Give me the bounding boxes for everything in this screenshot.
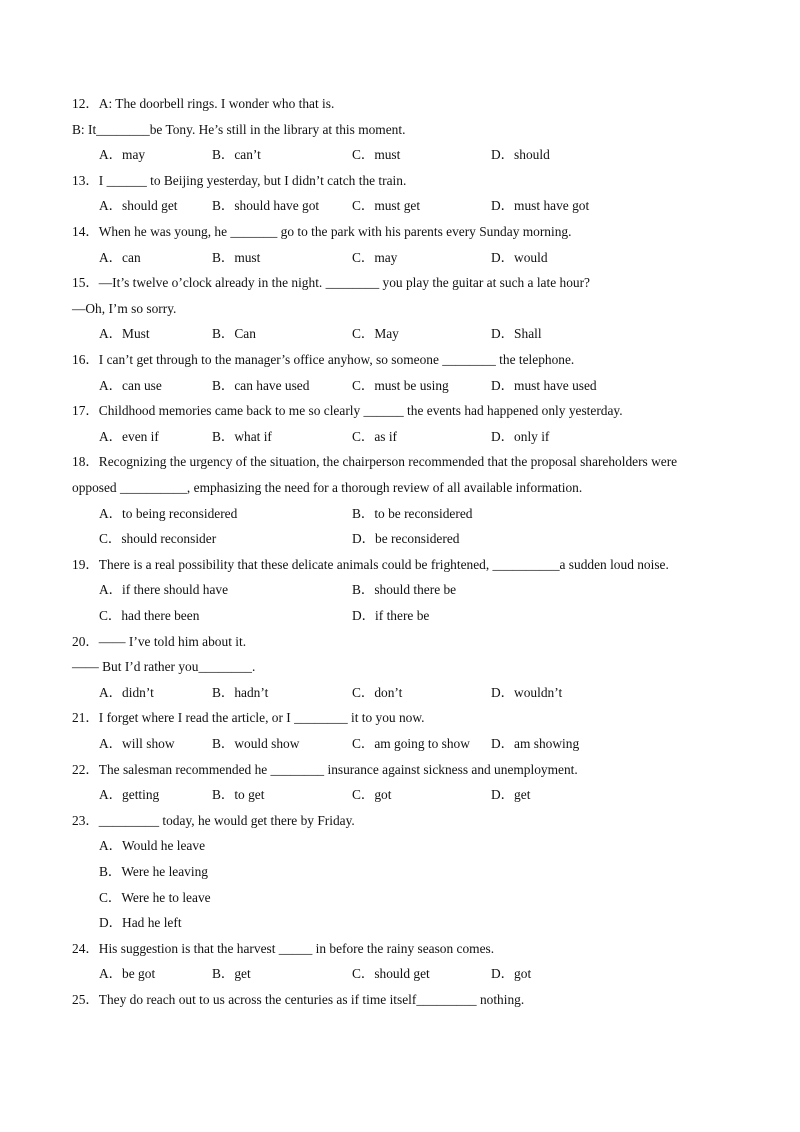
q12-option: D．should: [491, 147, 550, 163]
q15-stem-text: 15．—It’s twelve o’clock already in the night. ________ you play the guitar at such a late hour?: [72, 275, 591, 291]
q20-stem-text: 20．—— I’ve told him about it.: [72, 633, 247, 649]
q16-option: D．must have used: [491, 377, 597, 393]
q17-stem-text: 17．Childhood memories came back to me so clearly ______ the events had happened only yesterday.: [72, 403, 623, 419]
q18-option: C．should reconsider: [99, 531, 217, 547]
q17-option: B．what if: [212, 428, 272, 444]
q24-option: A．be got: [99, 966, 156, 982]
q17-stem-line: [72, 400, 760, 422]
q22-option: C．got: [352, 787, 392, 803]
q23-option: B．Were he leaving: [99, 864, 208, 879]
q16-options-row: [99, 375, 760, 397]
q18-stem-text: 18．Recognizing the urgency of the situation, the chairperson recommended that the proposal shareholders were: [72, 454, 678, 470]
q12-option: A．may: [99, 147, 146, 163]
q15-stem-text: —Oh, I’m so sorry.: [72, 300, 177, 316]
q23-options-row: [99, 835, 760, 857]
q21-option: A．will show: [99, 736, 175, 751]
q20-options-row: [99, 682, 760, 704]
q20-option: A．didn’t: [99, 684, 154, 700]
q18-option: D．be reconsidered: [352, 531, 460, 547]
q24-option: C．should get: [352, 966, 430, 982]
q14-stem-line: [72, 221, 760, 243]
q15-stem-line: [72, 272, 760, 294]
q21-stem-text: 21．I forget where I read the article, or I ________ it to you now.: [72, 710, 425, 726]
q22-stem-line: [72, 759, 760, 781]
q14-options-row: [99, 247, 760, 269]
q12-options-row: [99, 144, 760, 166]
q22-stem-text: 22．The salesman recommended he ________ insurance against sickness and unemployment.: [72, 761, 578, 777]
q13-option: C．must get: [352, 198, 421, 214]
q25-stem-line: [72, 989, 760, 1011]
q19-option: A．if there should have: [99, 582, 229, 598]
q24-stem-text: 24．His suggestion is that the harvest _____ in before the rainy season comes.: [72, 940, 495, 956]
q13-stem-text: 13．I ______ to Beijing yesterday, but I didn’t catch the train.: [72, 172, 407, 188]
q19-options-row: [99, 605, 760, 627]
q23-stem-line: [72, 810, 760, 832]
q13-options-row: [99, 195, 760, 217]
q18-options-row: [99, 503, 760, 525]
q19-stem-line: [72, 554, 760, 576]
q18-option: A．to being reconsidered: [99, 505, 238, 521]
q20-stem-line: [72, 656, 760, 678]
q16-option: A．can use: [99, 377, 162, 393]
q25-stem-text: 25．They do reach out to us across the centuries as if time itself_________ nothing.: [72, 992, 525, 1007]
q23-options-row: [99, 887, 760, 909]
q16-option: B．can have used: [212, 377, 310, 393]
q16-stem-line: [72, 349, 760, 371]
q14-option: B．must: [212, 249, 261, 265]
q21-stem-line: [72, 707, 760, 729]
q21-option: D．am showing: [491, 736, 580, 751]
q15-option: B．Can: [212, 326, 256, 342]
q19-stem-text: 19．There is a real possibility that these delicate animals could be frightened, __________a sudden loud noise.: [72, 556, 669, 572]
q12-option: B．can’t: [212, 147, 261, 163]
q17-option: A．even if: [99, 428, 159, 444]
q13-option: A．should get: [99, 198, 178, 214]
q15-option: A．Must: [99, 326, 150, 342]
q12-stem-text: B: It________be Tony. He’s still in the library at this moment.: [72, 121, 406, 137]
q20-option: C．don’t: [352, 684, 403, 700]
q14-option: C．may: [352, 249, 398, 265]
q18-options-row: [99, 528, 760, 550]
q13-stem-line: [72, 170, 760, 192]
q14-option: A．can: [99, 249, 141, 265]
q20-option: B．hadn’t: [212, 684, 269, 700]
q23-option: A．Would he leave: [99, 838, 206, 854]
q15-options-row: [99, 323, 760, 345]
q24-stem-line: [72, 938, 760, 960]
q18-option: B．to be reconsidered: [352, 505, 473, 521]
q17-options-row: [99, 426, 760, 448]
q12-stem-line: [72, 119, 760, 141]
q16-option: C．must be using: [352, 377, 449, 393]
q12-option: C．must: [352, 147, 401, 163]
q19-option: C．had there been: [99, 608, 200, 623]
q20-option: D．wouldn’t: [491, 684, 563, 700]
q21-options-row: [99, 733, 760, 755]
q24-option: D．got: [491, 966, 532, 982]
q14-stem-text: 14．When he was young, he _______ go to the park with his parents every Sunday morning.: [72, 224, 572, 239]
q16-stem-text: 16．I can’t get through to the manager’s office anyhow, so someone ________ the telephone.: [72, 352, 575, 367]
q22-option: B．to get: [212, 787, 265, 803]
q22-options-row: [99, 784, 760, 806]
q18-stem-line: [72, 477, 760, 499]
q24-options-row: [99, 963, 760, 985]
q15-option: C．May: [352, 326, 399, 342]
q23-option: D．Had he left: [99, 915, 182, 931]
q20-stem-text: —— But I’d rather you________.: [72, 659, 256, 675]
q19-options-row: [99, 579, 760, 601]
q23-options-row: [99, 912, 760, 934]
q13-option: B．should have got: [212, 198, 320, 214]
q23-stem-text: 23．_________ today, he would get there by Friday.: [72, 812, 355, 828]
q22-option: D．get: [491, 787, 531, 803]
q13-option: D．must have got: [491, 198, 590, 214]
q15-option: D．Shall: [491, 326, 542, 342]
q12-stem-line: [72, 93, 760, 115]
q23-options-row: [99, 861, 760, 883]
q18-stem-text: opposed __________, emphasizing the need for a thorough review of all available information.: [72, 480, 583, 495]
q21-option: B．would show: [212, 736, 300, 751]
q21-option: C．am going to show: [352, 736, 470, 751]
q12-stem-text: 12．A: The doorbell rings. I wonder who that is.: [72, 96, 335, 111]
q17-option: D．only if: [491, 428, 550, 444]
q18-stem-line: [72, 451, 760, 473]
q22-option: A．getting: [99, 787, 160, 803]
q17-option: C．as if: [352, 428, 398, 444]
q19-option: B．should there be: [352, 582, 457, 598]
q15-stem-line: [72, 298, 760, 320]
q19-option: D．if there be: [352, 608, 430, 623]
q20-stem-line: [72, 631, 760, 653]
q14-option: D．would: [491, 249, 548, 265]
q24-option: B．get: [212, 966, 251, 982]
q23-option: C．Were he to leave: [99, 889, 211, 905]
